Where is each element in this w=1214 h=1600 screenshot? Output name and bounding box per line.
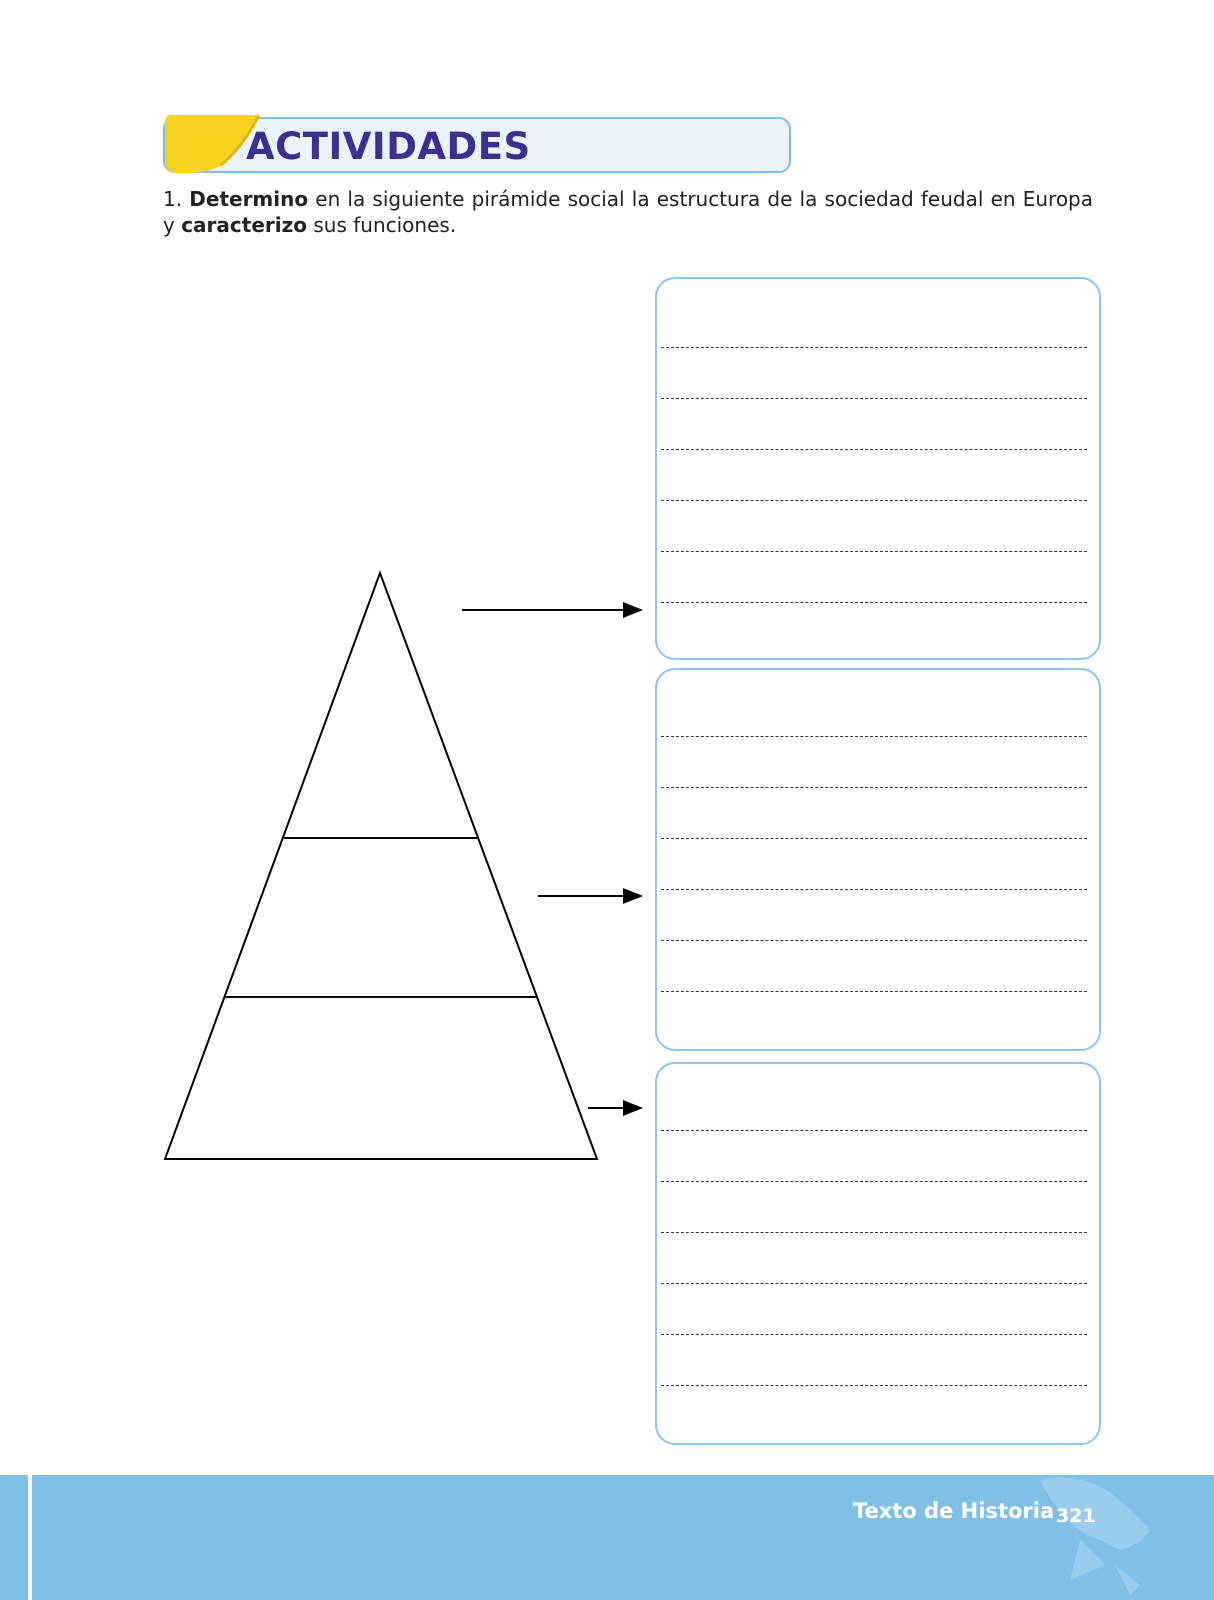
instruction-body-1: en la siguiente pirámide social la estructura de la sociedad feudal en Europa y [163, 187, 1094, 237]
writing-line [661, 347, 1087, 348]
writing-line [661, 736, 1087, 737]
writing-line [661, 1130, 1087, 1131]
pyramid-outline [165, 573, 597, 1159]
answer-box-bottom[interactable] [655, 1062, 1101, 1445]
answer-box-middle[interactable] [655, 668, 1101, 1051]
writing-line [661, 602, 1087, 603]
writing-line [661, 1232, 1087, 1233]
writing-line [661, 1181, 1087, 1182]
rocket-icon [1020, 1470, 1170, 1600]
instruction-number: 1. [163, 187, 183, 211]
writing-line [661, 1334, 1087, 1335]
writing-line [661, 500, 1087, 501]
writing-line [661, 1385, 1087, 1386]
instruction-verb-caracterizo: caracterizo [181, 213, 307, 237]
footer-edge-stripe [28, 1475, 32, 1600]
writing-line [661, 991, 1087, 992]
writing-line [661, 889, 1087, 890]
writing-line [661, 551, 1087, 552]
page-number: 321 [1056, 1505, 1096, 1527]
instruction-verb-determino: Determino [189, 187, 309, 211]
writing-line [661, 940, 1087, 941]
writing-line [661, 449, 1087, 450]
writing-line [661, 838, 1087, 839]
page-title: ACTIVIDADES [246, 125, 531, 168]
footer-book-title: Texto de Historia [853, 1499, 1055, 1523]
instruction-body-2: sus funciones. [307, 213, 457, 237]
writing-line [661, 787, 1087, 788]
writing-line [661, 1283, 1087, 1284]
answer-box-top[interactable] [655, 277, 1101, 660]
writing-line [661, 398, 1087, 399]
